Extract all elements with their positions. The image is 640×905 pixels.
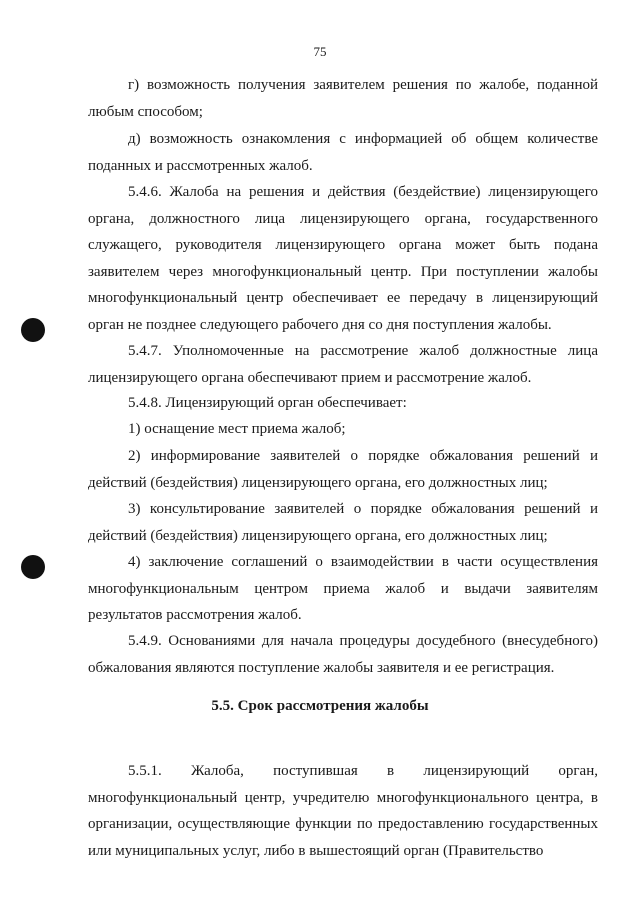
paragraph: г) возможность получения заявителем решения по жалобе, поданной любым способом; — [88, 77, 598, 120]
paragraph: 1) оснащение мест приема жалоб; — [128, 421, 346, 437]
binder-hole-mark — [21, 318, 45, 342]
paragraph: 5.4.6. Жалоба на решения и действия (бездействие) лицензирующего органа, должностного лица лицензирующего органа, государственного служащего, руководителя лицензирующего органа может быть подана заявителем через многофункциональный центр. При поступлении жалобы многофункциональный центр обеспечивает ее передачу в лицензирующий орган не позднее следующего рабочего дня со дня поступления жалобы. — [88, 184, 598, 333]
paragraph: 5.4.8. Лицензирующий орган обеспечивает: — [128, 395, 407, 411]
binder-hole-mark — [21, 555, 45, 579]
paragraph: 4) заключение соглашений о взаимодействии в части осуществления многофункциональным центром приема жалоб и выдачи заявителям результатов рассмотрения жалоб. — [88, 554, 598, 623]
paragraph: 5.4.7. Уполномоченные на рассмотрение жалоб должностные лица лицензирующего органа обеспечивают прием и рассмотрение жалоб. — [88, 343, 598, 386]
paragraph: 2) информирование заявителей о порядке обжалования решений и действий (бездействия) лицензирующего органа, его должностных лиц; — [88, 448, 598, 491]
paragraph: 5.5.1. Жалоба, поступившая в лицензирующий орган, многофункциональный центр, учредителю многофункционального центра, в организации, осуществляющие функции по предоставлению государственных или муниципальных услуг, либо в вышестоящий орган (Правительство — [88, 763, 598, 859]
section-heading: 5.5. Срок рассмотрения жалобы — [211, 698, 429, 714]
paragraph: 3) консультирование заявителей о порядке обжалования решений и действий (бездействия) лицензирующего органа, его должностных лиц; — [88, 501, 598, 544]
paragraph: 5.4.9. Основаниями для начала процедуры досудебного (внесудебного) обжалования являются поступление жалобы заявителя и ее регистрация. — [88, 633, 598, 676]
page-number: 75 — [313, 44, 327, 59]
paragraph: д) возможность ознакомления с информацией об общем количестве поданных и рассмотренных жалоб. — [88, 131, 598, 174]
